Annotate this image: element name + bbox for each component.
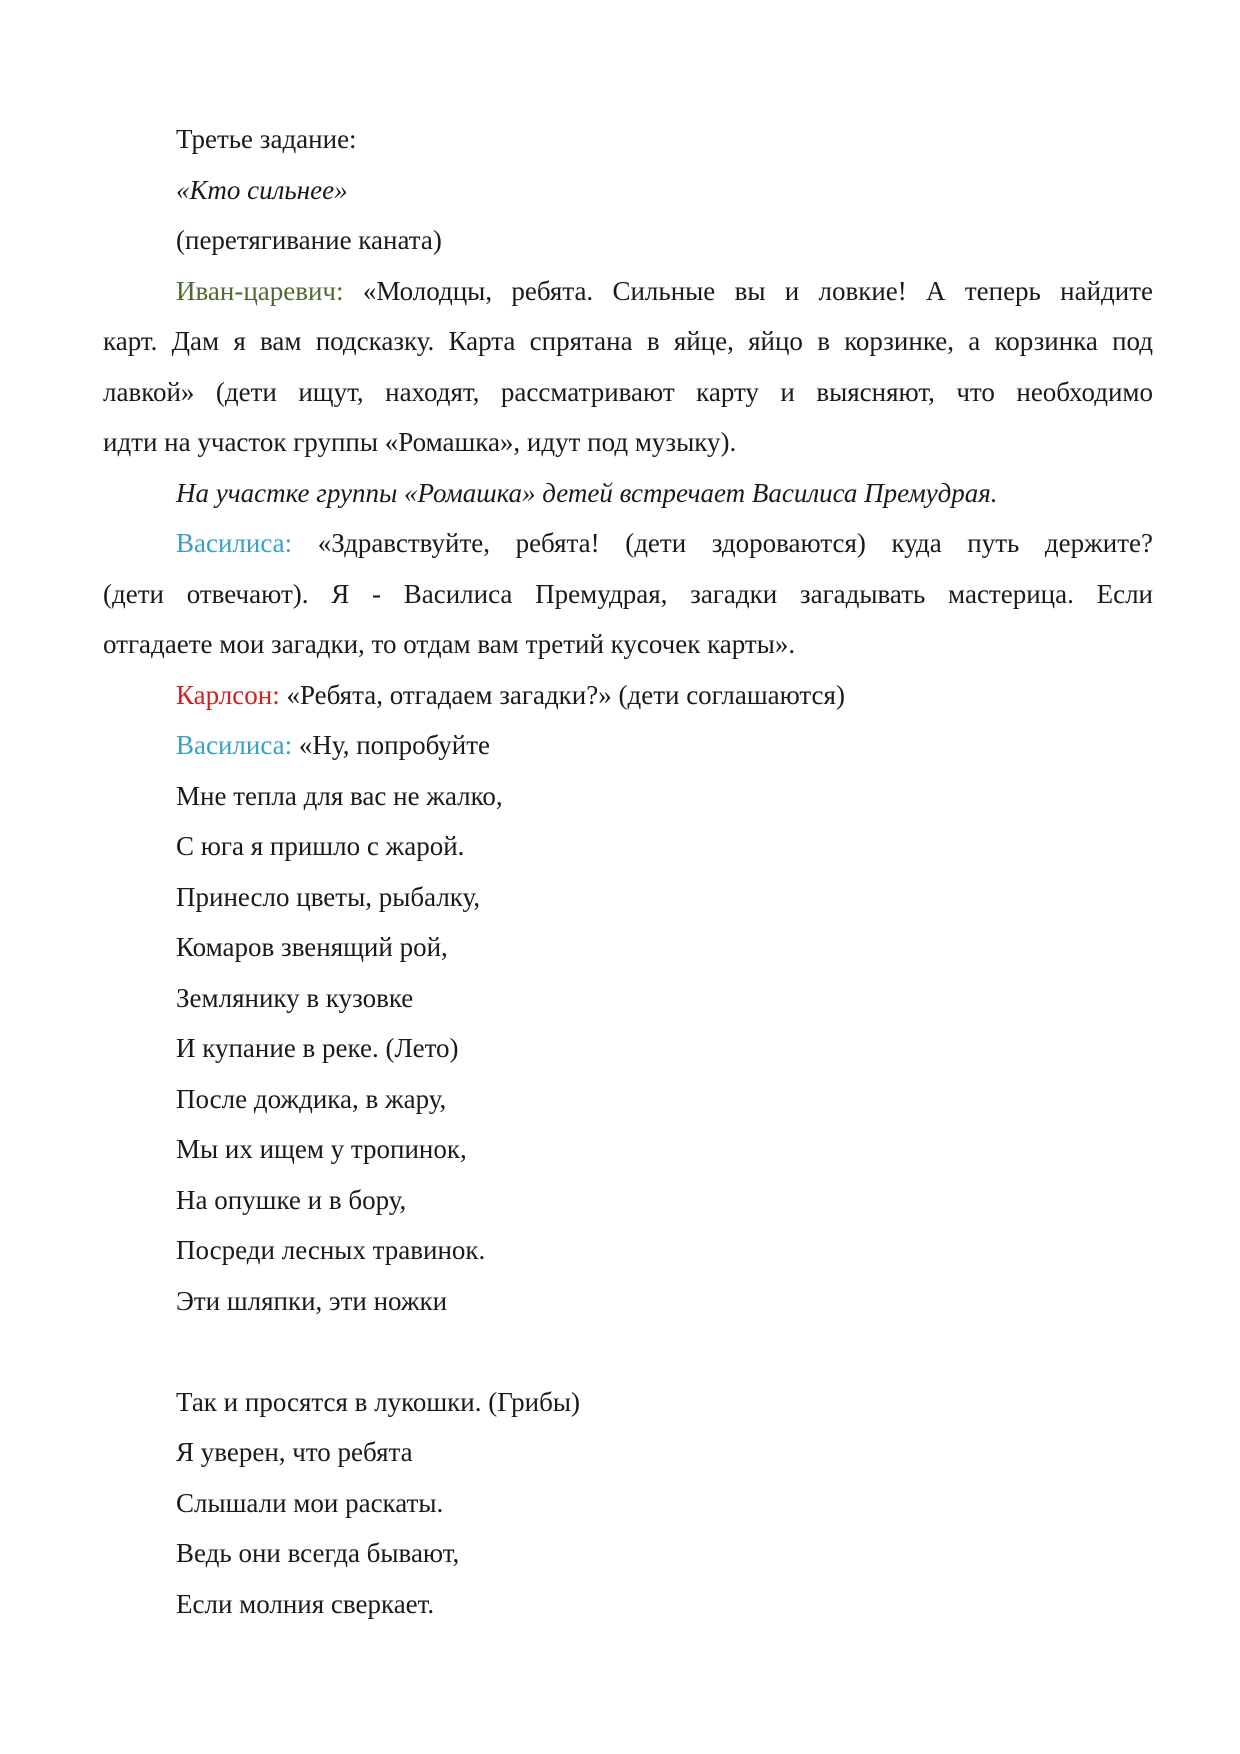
blank-line bbox=[103, 1326, 1153, 1377]
speaker-ivan: Иван-царевич: bbox=[176, 275, 344, 306]
vasilisa-line-riddles: Василиса: «Ну, попробуйте bbox=[176, 730, 491, 760]
speaker-vasilisa: Василиса: bbox=[176, 528, 293, 558]
verse-line: Комаров звенящий рой, bbox=[176, 932, 448, 962]
verse-line: После дождика, в жару, bbox=[176, 1083, 447, 1114]
speaker-karlson: Карлсон: bbox=[176, 679, 280, 710]
ivan-line-1: Иван-царевич: «Молодцы, ребята. Сильные вы и ловкие! А теперь найдите bbox=[176, 275, 1154, 306]
speaker-vasilisa: Василиса: bbox=[176, 730, 293, 760]
vasilisa-paragraph bbox=[103, 518, 1153, 670]
verse-line: На опушке и в бору, bbox=[176, 1184, 407, 1215]
riddle-thunder bbox=[103, 1427, 1153, 1629]
verse-line: Землянику в кузовке bbox=[176, 982, 414, 1013]
verse-line: Если молния сверкает. bbox=[176, 1588, 435, 1619]
ivan-line-4: идти на участок группы «Ромашка», идут под музыку). bbox=[103, 427, 737, 457]
riddle-summer bbox=[103, 771, 1153, 1074]
vasilisa-line-1: Василиса: «Здравствуйте, ребята! (дети здороваются) куда путь держите? bbox=[176, 528, 1153, 558]
vasilisa-line-2: (дети отвечают). Я - Василиса Премудрая, загадки загадывать мастерица. Если bbox=[103, 578, 1153, 609]
verse-line: Эти шляпки, эти ножки bbox=[176, 1285, 448, 1316]
ivan-line-2: карт. Дам я вам подсказку. Карта спрятана в яйце, яйцо в корзинке, а корзинка под bbox=[103, 326, 1153, 356]
verse-line: Мне тепла для вас не жалко, bbox=[176, 780, 503, 811]
verse-line: Так и просятся в лукошки. (Грибы) bbox=[176, 1386, 580, 1417]
riddle-mushrooms bbox=[103, 1074, 1153, 1428]
task-title: Третье задание: bbox=[176, 124, 357, 154]
verse-line: Посреди лесных травинок. bbox=[176, 1235, 486, 1265]
document-page bbox=[103, 114, 1153, 1629]
task-note: (перетягивание каната) bbox=[176, 225, 442, 255]
verse-line: Я уверен, что ребята bbox=[176, 1437, 413, 1467]
karlson-line: Карлсон: «Ребята, отгадаем загадки?» (дети соглашаются) bbox=[176, 679, 845, 710]
verse-line: С юга я пришло с жарой. bbox=[176, 831, 465, 861]
ivan-line-3: лавкой» (дети ищут, находят, рассматривают карту и выясняют, что необходимо bbox=[103, 376, 1153, 407]
vasilisa-line-3: отгадаете мои загадки, то отдам вам третий кусочек карты». bbox=[103, 629, 796, 659]
verse-line: И купание в реке. (Лето) bbox=[176, 1033, 459, 1063]
ivan-paragraph bbox=[103, 266, 1153, 468]
verse-line: Ведь они всегда бывают, bbox=[176, 1538, 460, 1568]
verse-line: Принесло цветы, рыбалку, bbox=[176, 881, 481, 912]
stage-direction: На участке группы «Ромашка» детей встречает Василиса Премудрая. bbox=[176, 477, 998, 508]
verse-line: Слышали мои раскаты. bbox=[176, 1487, 444, 1518]
task-name: «Кто сильнее» bbox=[176, 174, 348, 205]
verse-line: Мы их ищем у тропинок, bbox=[176, 1134, 467, 1164]
